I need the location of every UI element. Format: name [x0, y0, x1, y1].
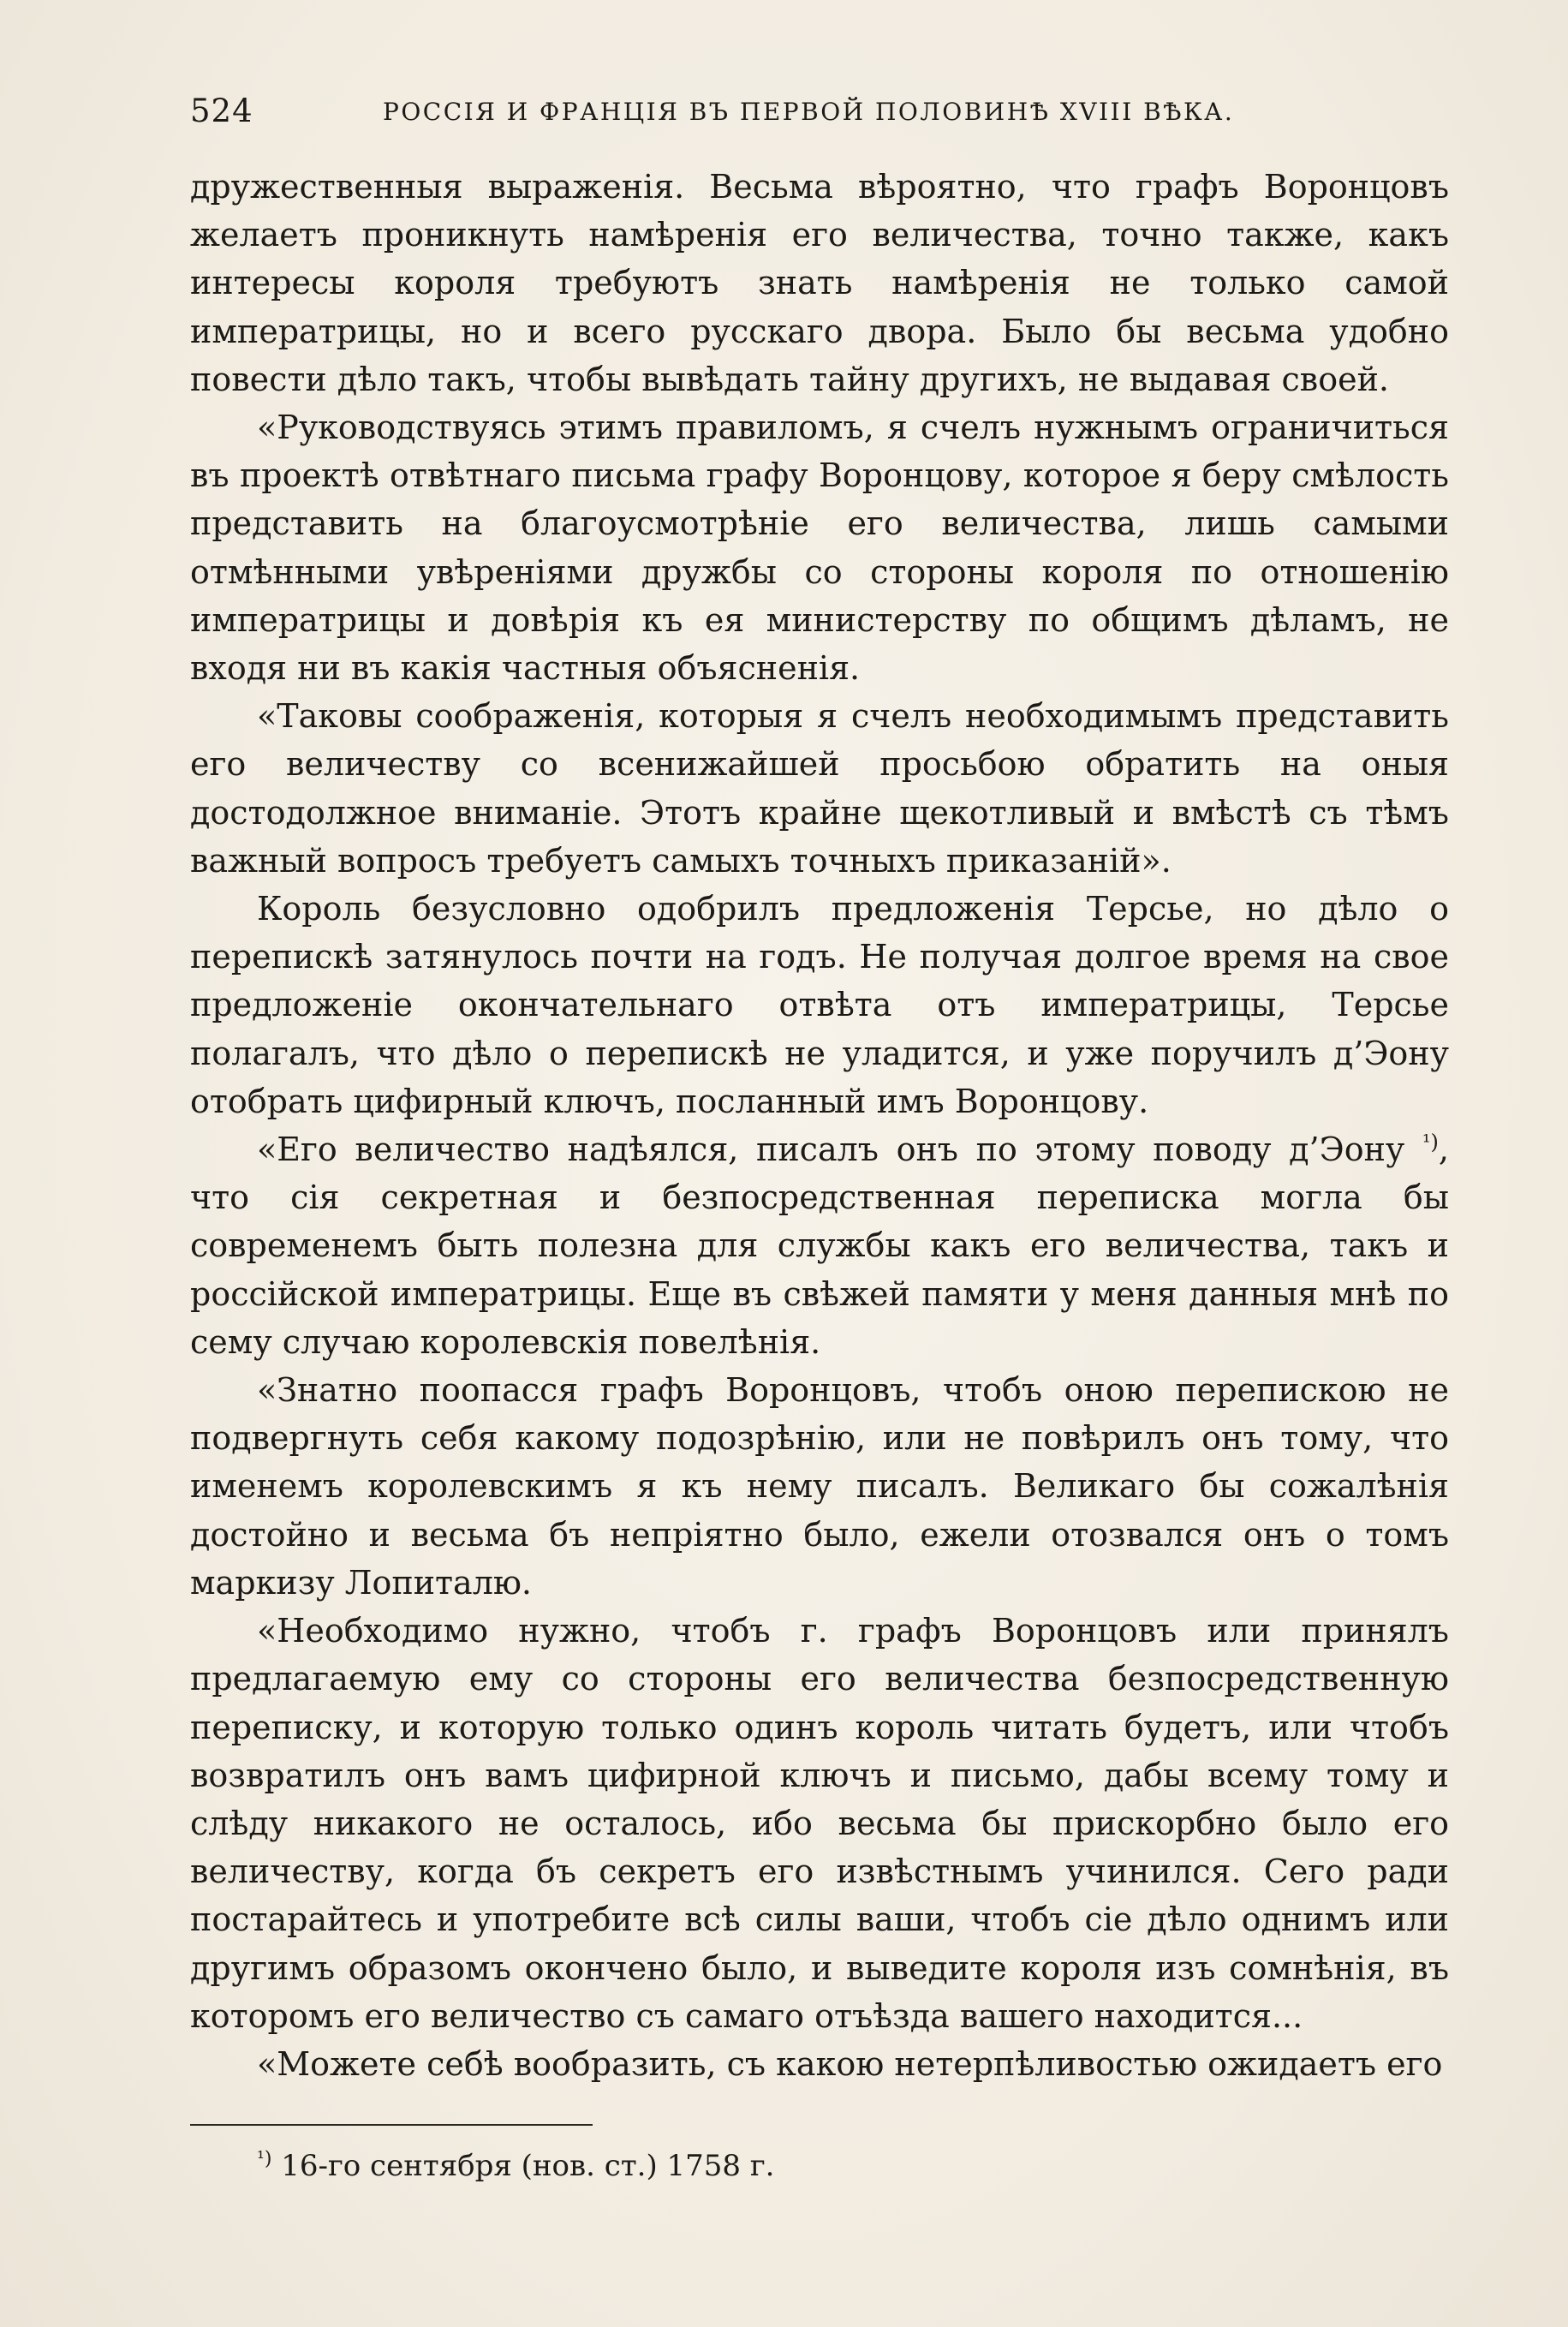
paragraph: «Таковы соображенія, которыя я счелъ необходимымъ представить его величеству со всенижайшей просьбою обратить на оныя достодолжное вниманіе. Этотъ крайне щекотливый и вмѣстѣ съ тѣмъ важный вопросъ требуетъ самыхъ точныхъ приказаній». [190, 697, 1449, 880]
paragraph: дружественныя выраженія. Весьма вѣроятно, что графъ Воронцовъ желаетъ проникнуть намѣренія его величества, точно также, какъ интересы короля требуютъ знать намѣренія не только самой императрицы, но и всего русскаго двора. Было бы весьма удобно повести дѣло такъ, чтобы вывѣдать тайну другихъ, не выдавая своей. [190, 168, 1449, 398]
paragraph [190, 1125, 1449, 1366]
main-text [190, 163, 1449, 2088]
paragraph-text: , что сія секретная и безпосредственная переписка могла бы современемъ быть полезна для службы какъ его величества, такъ и россійской императрицы. Еще въ свѣжей памяти у меня данныя мнѣ по сему случаю королевскія повелѣнія. [190, 1131, 1449, 1361]
page-header [190, 92, 1449, 144]
footnote-reference[interactable]: ¹) [1422, 1130, 1439, 1155]
paragraph: «Необходимо нужно, чтобъ г. графъ Воронцовъ или принялъ предлагаемую ему со стороны его величества безпосредственную переписку, и которую только одинъ король читать будетъ, или чтобъ возвратилъ онъ вамъ цифирной ключъ и письмо, дабы всему тому и слѣду никакого не осталось, ибо весьма бы прискорбно было его величеству, когда бъ секретъ его извѣстнымъ учинился. Сего ради постарайтесь и употребите всѣ силы ваши, чтобъ сіе дѣло однимъ или другимъ образомъ окончено было, и выведите короля изъ сомнѣнія, въ которомъ его величество съ самаго отъѣзда вашего находится... [190, 1612, 1449, 2035]
paragraph: «Знатно поопасся графъ Воронцовъ, чтобъ оною перепискою не подвергнуть себя какому подозрѣнію, или не повѣрилъ онъ тому, что именемъ королевскимъ я къ нему писалъ. Великаго бы сожалѣнія достойно и весьма бъ непріятно было, ежели отозвался онъ о томъ маркизу Лопиталю. [190, 1371, 1449, 1602]
paragraph: Король безусловно одобрилъ предложенія Терсье, но дѣло о перепискѣ затянулось почти на годъ. Не получая долгое время на свое предложеніе окончательнаго отвѣта отъ императрицы, Терсье полагалъ, что дѣло о перепискѣ не уладится, и уже поручилъ д’Эону отобрать цифирный ключъ, посланный имъ Воронцову. [190, 890, 1449, 1120]
paragraph: «Руководствуясь этимъ правиломъ, я счелъ нужнымъ ограничиться въ проектѣ отвѣтнаго письма графу Воронцову, которое я беру смѣлость представить на благоусмотрѣніе его величества, лишь самыми отмѣнными увѣреніями дружбы со стороны короля по отношенію императрицы и довѣрія къ ея министерству по общимъ дѣламъ, не входя ни въ какія частныя объясненія. [190, 409, 1449, 688]
paragraph-text: «Его величество надѣялся, писалъ онъ по этому поводу д’Эону [257, 1131, 1422, 1169]
page-number: 524 [190, 92, 253, 129]
footnote-mark: ¹) [257, 2148, 272, 2170]
footnote-divider [190, 2124, 593, 2126]
footnote-text: 16-го сентября (нов. ст.) 1758 г. [271, 2149, 775, 2183]
paragraph: «Можете себѣ вообразить, съ какою нетерпѣливостью ожидаетъ его [257, 2044, 1443, 2083]
footnote [257, 2145, 774, 2187]
running-title: РОССІЯ И ФРАНЦІЯ ВЪ ПЕРВОЙ ПОЛОВИНѢ XVIII ВѢКА. [383, 98, 1235, 126]
